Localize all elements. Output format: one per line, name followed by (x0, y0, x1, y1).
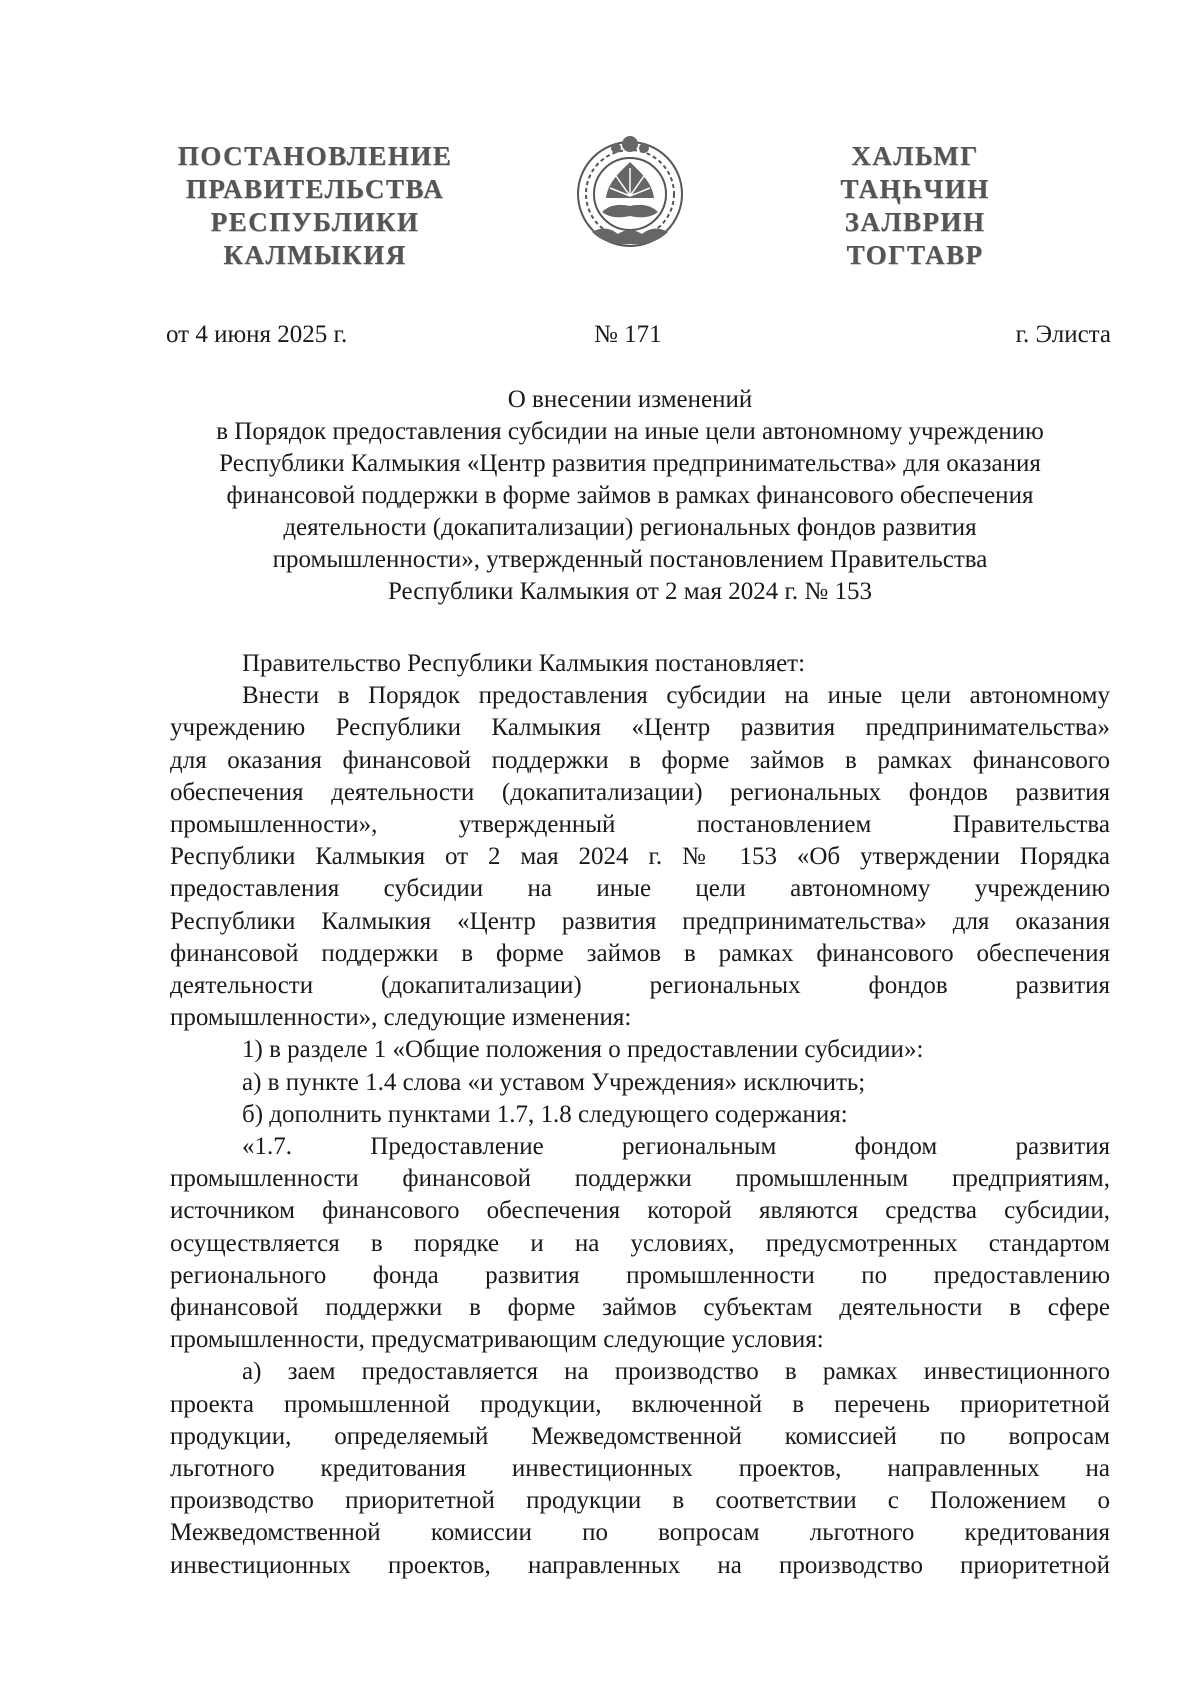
header-line: ТОГТАВР (846, 240, 984, 270)
body-line: а) в пункте 1.4 слова «и уставом Учреждения» исключить; (242, 1068, 866, 1096)
header-russian (150, 140, 480, 272)
title-line: деятельности (докапитализации) региональных фондов развития (283, 514, 977, 541)
body-line: обеспечения деятельности (докапитализации) региональных фондов развития (170, 778, 1110, 806)
title-line: промышленности», утвержденный постановлением Правительства (272, 546, 988, 573)
body-line: а) заем предоставляется на производство в рамках инвестиционного (242, 1358, 1110, 1386)
body-line: учреждению Республики Калмыкия «Центр развития предпринимательства» (170, 714, 1110, 742)
body-line: «1.7. Предоставление региональным фондом развития (242, 1133, 1110, 1161)
body-line: финансовой поддержки в форме займов в рамках финансового обеспечения (170, 939, 1110, 967)
document-number: № 171 (594, 321, 662, 348)
header-line: ПРАВИТЕЛЬСТВА (185, 174, 445, 204)
header-line: ПОСТАНОВЛЕНИЕ (177, 141, 453, 171)
body-line: деятельности (докапитализации) региональных фондов развития (170, 972, 1110, 1000)
body-line: производство приоритетной продукции в соответствии с Положением о (170, 1487, 1110, 1515)
body-line: для оказания финансовой поддержки в форме займов в рамках финансового (170, 746, 1110, 774)
body-line: регионального фонда развития промышленности по предоставлению (170, 1261, 1110, 1289)
title-line: О внесении изменений (507, 386, 753, 413)
document-body (170, 648, 1110, 1582)
body-line: б) дополнить пунктами 1.7, 1.8 следующего содержания: (242, 1100, 848, 1128)
body-line: 1) в разделе 1 «Общие положения о предоставлении субсидии»: (242, 1036, 924, 1064)
body-line: Межведомственной комиссии по вопросам льготного кредитования (170, 1519, 1110, 1547)
coat-of-arms-icon (572, 128, 688, 254)
body-line: продукции, определяемый Межведомственной комиссией по вопросам (170, 1422, 1110, 1450)
body-line: Внести в Порядок предоставления субсидии на иные цели автономному (242, 682, 1110, 710)
body-line: осуществляется в порядке и на условиях, предусмотренных стандартом (170, 1229, 1110, 1257)
header-kalmyk (820, 140, 1010, 272)
body-line: Республики Калмыкия от 2 мая 2024 г. № 153 «Об утверждении Порядка (170, 843, 1110, 871)
title-line: Республики Калмыкия «Центр развития предпринимательства» для оказания (219, 450, 1041, 477)
title-line: финансовой поддержки в форме займов в рамках финансового обеспечения (226, 482, 1034, 509)
body-line: промышленности», утвержденный постановлением Правительства (170, 811, 1110, 839)
body-line: льготного кредитования инвестиционных проектов, направленных на (170, 1455, 1110, 1483)
header-line: РЕСПУБЛИКИ (210, 207, 420, 237)
body-line: проекта промышленной продукции, включенной в перечень приоритетной (170, 1390, 1110, 1418)
body-line: промышленности финансовой поддержки промышленным предприятиям, (170, 1165, 1110, 1193)
header-line: ЗАЛВРИН (844, 207, 986, 237)
document-date: от 4 июня 2025 г. (166, 321, 348, 348)
title-line: в Порядок предоставления субсидии на иные цели автономному учреждению (216, 418, 1044, 445)
header-line: ТАҢҺЧИН (840, 174, 990, 204)
body-line: Правительство Республики Калмыкия постановляет: (242, 650, 806, 677)
body-line: промышленности», следующие изменения: (170, 1004, 632, 1032)
title-line: Республики Калмыкия от 2 мая 2024 г. № 153 (387, 578, 873, 605)
document-city: г. Элиста (1015, 321, 1111, 348)
body-line: промышленности, предусматривающим следующие условия: (170, 1326, 824, 1354)
body-line: Республики Калмыкия «Центр развития предпринимательства» для оказания (170, 907, 1110, 935)
body-line: источником финансового обеспечения которой являются средства субсидии, (170, 1197, 1110, 1225)
body-line: финансовой поддержки в форме займов субъектам деятельности в сфере (170, 1294, 1110, 1322)
document-title (160, 384, 1100, 608)
header-line: ХАЛЬМГ (851, 141, 979, 171)
body-line: предоставления субсидии на иные цели автономному учреждению (170, 875, 1110, 903)
body-line: инвестиционных проектов, направленных на производство приоритетной (170, 1551, 1110, 1579)
header-line: КАЛМЫКИЯ (223, 240, 407, 270)
